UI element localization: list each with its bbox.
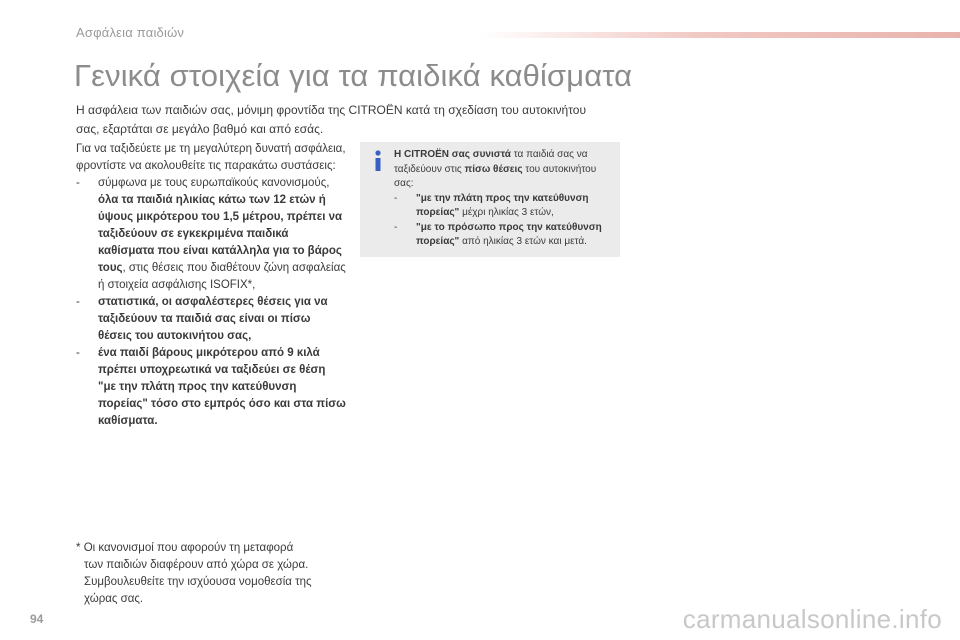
dash-bullet: -: [76, 296, 80, 308]
dash-bullet: -: [394, 192, 398, 204]
footnote-line-1: Οι κανονισμοί που αφορούν τη μεταφορά: [83, 542, 294, 554]
intro-paragraph: [76, 101, 636, 139]
info-list: [394, 192, 612, 250]
footnote: [76, 540, 346, 608]
dash-bullet: -: [76, 177, 80, 189]
info-lead-bold: Η CITROËN σας συνιστά: [394, 149, 511, 160]
info-lead-bold-2: πίσω θέσεις: [464, 163, 523, 175]
info-item2-bold: "με το πρόσωπο προς την κατεύθυνση πορείας": [416, 221, 602, 247]
recommendation-list: [76, 175, 346, 430]
info-icon: [372, 150, 384, 172]
item1-text-b: , στις θέσεις που διαθέτουν ζώνη ασφαλείας ή στοιχεία ασφάλισης ISOFIX*,: [98, 262, 346, 291]
main-text: [76, 141, 346, 430]
footnote-line-3: Συμβουλευθείτε την ισχύουσα νομοθεσία της: [84, 576, 312, 588]
item1-bold: όλα τα παιδιά ηλικίας κάτω των 12 ετών ή ύψους μικρότερου του 1,5 μέτρου, πρέπει να ταξιδεύουν σε εγκεκριμένα παιδικά καθίσματα που είναι κατάλληλα για το βάρος τους: [98, 194, 343, 274]
dash-bullet: -: [76, 347, 80, 359]
list-item: [394, 192, 612, 221]
intro-line-1: Η ασφάλεια των παιδιών σας, μόνιμη φροντίδα της CITROËN κατά τη σχεδίαση του αυτοκινήτου: [76, 103, 587, 117]
section-header: Ασφάλεια παιδιών: [76, 25, 185, 40]
footnote-line-2: των παιδιών διαφέρουν από χώρα σε χώρα.: [84, 559, 309, 571]
info-lead: [394, 148, 612, 192]
list-item: [76, 294, 346, 345]
item3-bold: ένα παιδί βάρους μικρότερου από 9 κιλά πρέπει υποχρεωτικά να ταξιδεύει σε θέση "με την πλάτη προς την κατεύθυνση πορείας" τόσο στο εμπρός όσο και στα πίσω καθίσματα.: [98, 347, 346, 427]
page-title: Γενικά στοιχεία για τα παιδικά καθίσματα: [74, 58, 633, 93]
info-lead-text-2: του αυτοκινήτου σας:: [394, 163, 597, 189]
dash-bullet: -: [394, 221, 398, 233]
footnote-star: *: [76, 542, 81, 554]
page-number: 94: [30, 612, 44, 626]
intro-line-2: σας, εξαρτάται σε μεγάλο βαθμό και από εσάς.: [76, 122, 324, 136]
info-box: [360, 142, 620, 257]
header-band: [480, 32, 960, 38]
item2-bold: στατιστικά, οι ασφαλέστερες θέσεις για να ταξιδεύουν τα παιδιά σας είναι οι πίσω θέσεις του αυτοκινήτου σας,: [98, 296, 328, 342]
info-item1-bold: "με την πλάτη προς την κατεύθυνση πορείας": [416, 192, 589, 218]
list-item: [76, 345, 346, 430]
watermark: carmanualsonline.info: [682, 604, 942, 634]
info-item1-text: μέχρι ηλικίας 3 ετών,: [459, 207, 554, 218]
list-item: [394, 221, 612, 250]
info-item2-text: από ηλικίας 3 ετών και μετά.: [459, 236, 587, 247]
item1-text-a: σύμφωνα με τους ευρωπαϊκούς κανονισμούς,: [98, 177, 330, 189]
list-item: [76, 175, 346, 294]
info-lead-text: τα παιδιά σας να ταξιδεύουν στις: [394, 149, 588, 175]
main-lead: Για να ταξιδεύετε με τη μεγαλύτερη δυνατή ασφάλεια, φροντίστε να ακολουθείτε τις παρακάτω συστάσεις:: [76, 143, 346, 172]
footnote-line-4: χώρας σας.: [84, 593, 144, 605]
